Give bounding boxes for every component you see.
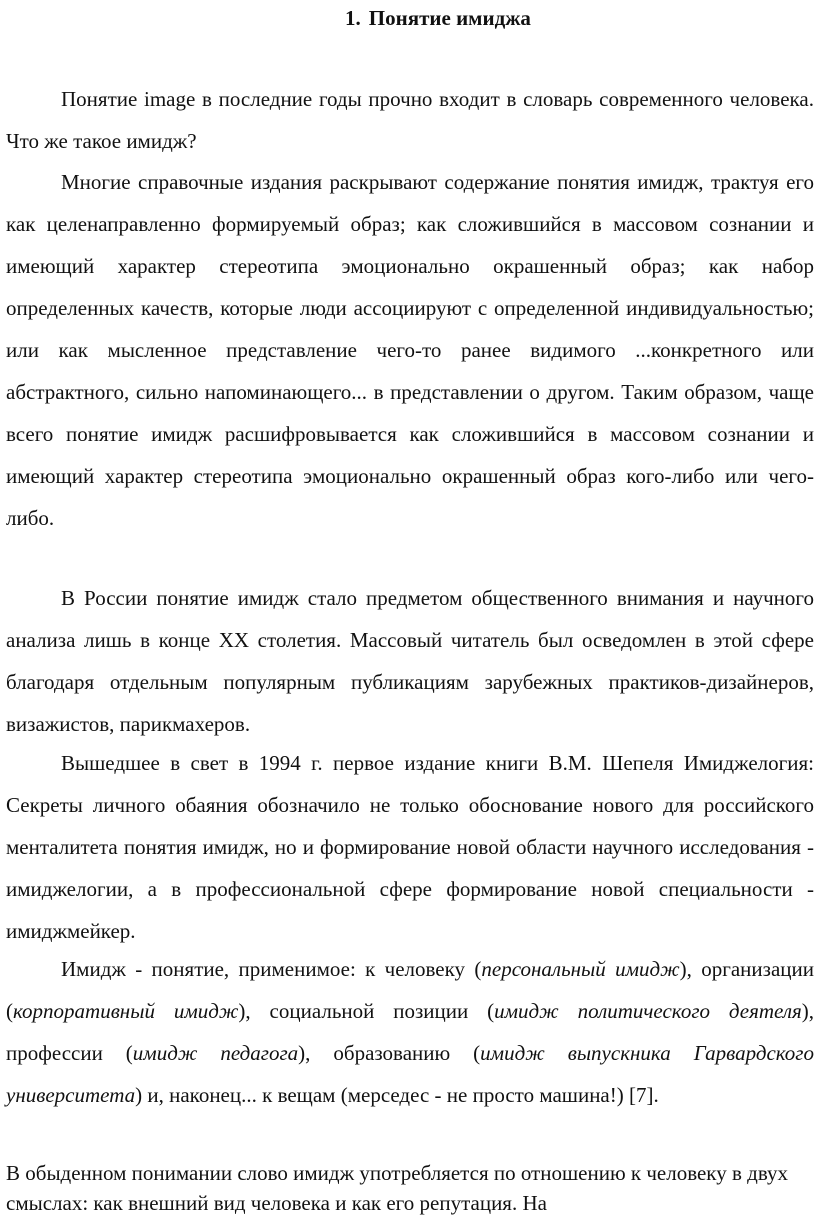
heading-number: 1. bbox=[345, 6, 361, 30]
paragraph-book: Вышедшее в свет в 1994 г. первое издание книги В.М. Шепеля Имиджелогия: Секреты личного обаяния обозначило не только обоснование нового для российского менталитета понятия имидж, но и формирование новой области научного исследования - имиджелогии, а в профессиональной сфере формирование новой специальности - имиджмейкер. bbox=[6, 751, 814, 943]
paragraph-russia: В России понятие имидж стало предметом общественного внимания и научного анализа лишь в конце XX столетия. Массовый читатель был осведомлен в этой сфере благодаря отдельным популярным публикациям зарубежных практиков-дизайнеров, визажистов, парикмахеров. bbox=[6, 586, 814, 736]
paragraph-applications bbox=[6, 948, 814, 1116]
italic-term: имидж педагога bbox=[132, 1041, 299, 1065]
section-heading bbox=[0, 4, 816, 32]
text-span: ), образованию ( bbox=[298, 1041, 481, 1065]
italic-term: имидж выпускника Гарвардского университета bbox=[6, 1041, 814, 1107]
paragraph-definitions: Многие справочные издания раскрывают содержание понятия имидж, трактуя его как целенаправленно формируемый образ; как сложившийся в массовом сознании и имеющий характер стереотипа эмоционально окрашенный образ; как набор определенных качеств, которые люди ассоциируют с определенной индивидуальностью; или как мысленное представление чего-то ранее видимого ...конкретного или абстрактного, сильно напоминающего... в представлении о другом. Таким образом, чаще всего понятие имидж расшифровывается как сложившийся в массовом сознании и имеющий характер стереотипа эмоционально окрашенный образ кого-либо или чего-либо. bbox=[6, 170, 814, 530]
heading-text: Понятие имиджа bbox=[368, 6, 531, 30]
italic-term: корпоративный имидж bbox=[13, 999, 239, 1023]
italic-term: персональный имидж bbox=[481, 957, 680, 981]
italic-term: имидж политического деятеля bbox=[494, 999, 802, 1023]
text-span: ), социальной позиции ( bbox=[238, 999, 495, 1023]
text-span: Имидж - понятие, применимое: к человеку ( bbox=[61, 957, 482, 981]
paragraph-everyday-meaning: В обыденном понимании слово имидж употребляется по отношению к человеку в двух смыслах: как внешний вид человека и как его репутация. На bbox=[6, 1161, 789, 1215]
text-span: ) и, наконец... к вещам (мерседес - не просто машина!) [7]. bbox=[135, 1083, 659, 1107]
text-span: ), организации ( bbox=[6, 957, 814, 1023]
paragraph-intro: Понятие image в последние годы прочно входит в словарь современного человека. Что же такое имидж? bbox=[6, 87, 814, 153]
text-span: ), профессии ( bbox=[6, 999, 814, 1065]
